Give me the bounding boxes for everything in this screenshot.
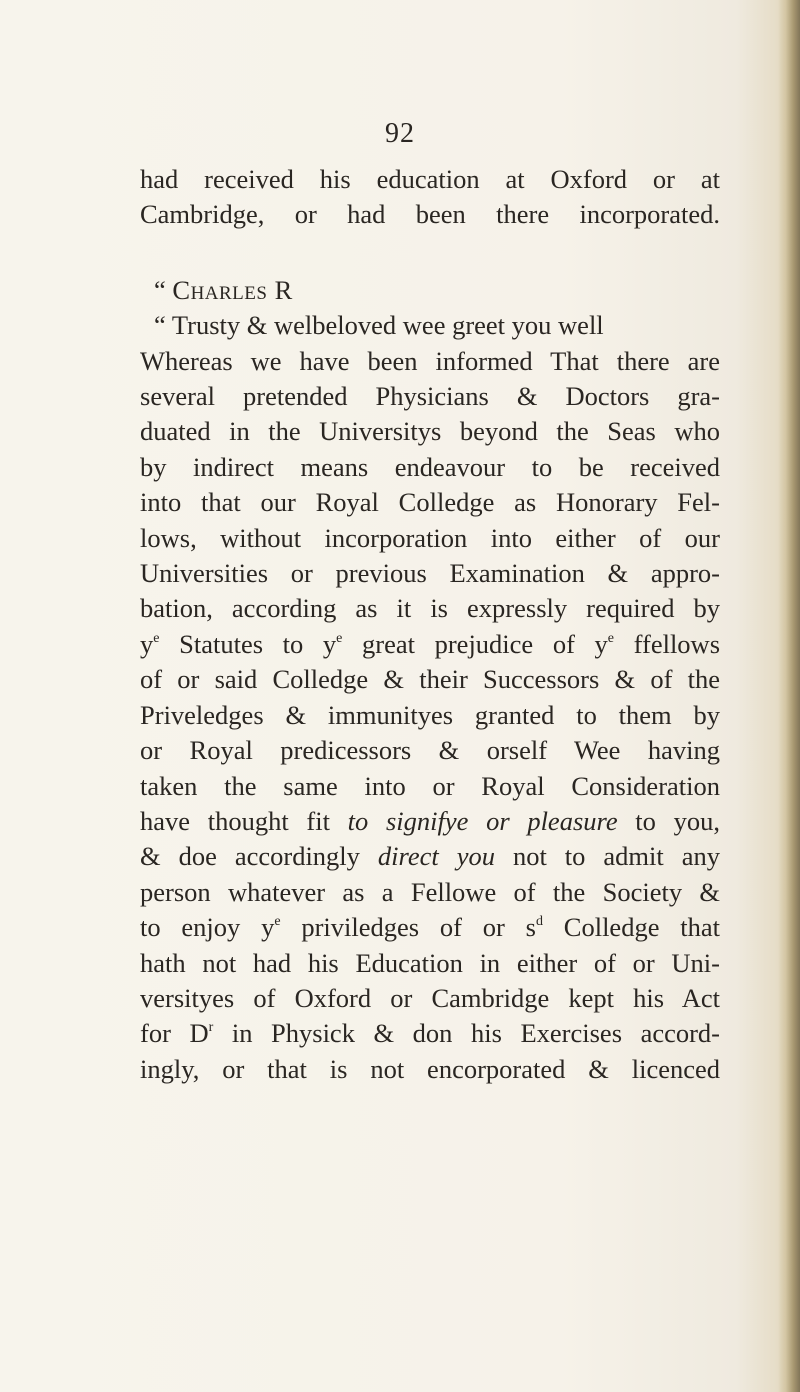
text-segment: Colledge that bbox=[542, 912, 720, 943]
text-line bbox=[140, 733, 720, 768]
text-segment: hath not had his Education in either of or Uni- bbox=[140, 947, 720, 978]
text-line bbox=[140, 344, 720, 379]
text-segment: to enjoy y bbox=[140, 912, 275, 943]
text-line bbox=[140, 450, 720, 485]
text-segment: not to admit any bbox=[494, 841, 720, 872]
text-line bbox=[140, 556, 720, 591]
text-segment: Whereas we have been informed That there are bbox=[140, 345, 720, 376]
text-line bbox=[140, 273, 720, 308]
text-segment: into that our Royal Colledge as Honorary Fel- bbox=[140, 487, 720, 518]
superscript: e bbox=[607, 630, 615, 646]
text-line bbox=[140, 804, 720, 839]
text-line bbox=[140, 591, 720, 626]
text-segment: in Physick & don his Exercises accord- bbox=[213, 1018, 721, 1049]
italic-text: to signifye or pleasure bbox=[347, 805, 618, 836]
text-segment: ffellows bbox=[614, 628, 721, 659]
text-line bbox=[140, 197, 720, 232]
text-segment: ingly, or that is not encorporated & licenced bbox=[140, 1053, 720, 1084]
text-segment: lows, without incorporation into either of our bbox=[140, 522, 720, 553]
text-segment: duated in the Universitys beyond the Seas who bbox=[140, 416, 720, 447]
text-line bbox=[140, 627, 720, 662]
text-line bbox=[140, 521, 720, 556]
text-line bbox=[140, 162, 720, 197]
text-segment: had received his education at Oxford or at bbox=[140, 164, 720, 194]
text-segment: y bbox=[140, 628, 154, 659]
text-segment: “ Trusty & welbeloved wee greet you well bbox=[154, 310, 604, 341]
text-line bbox=[140, 414, 720, 449]
text-segment: or Royal predicessors & orself Wee having bbox=[140, 735, 720, 766]
text-line bbox=[140, 946, 720, 981]
text-segment: Universities or previous Examination & appro- bbox=[140, 558, 720, 589]
page-number: 92 bbox=[385, 118, 415, 149]
text-segment: by indirect means endeavour to be received bbox=[140, 451, 720, 482]
text-line bbox=[140, 379, 720, 414]
text-line bbox=[140, 875, 720, 910]
text-line bbox=[140, 662, 720, 697]
text-line bbox=[140, 1016, 720, 1051]
text-segment: taken the same into or Royal Consideration bbox=[140, 770, 720, 801]
text-line bbox=[140, 769, 720, 804]
text-line bbox=[140, 1052, 720, 1087]
text-segment: bation, according as it is expressly required by bbox=[140, 593, 720, 624]
text-segment: Priveledges & immunityes granted to them by bbox=[140, 699, 720, 730]
text-line bbox=[140, 981, 720, 1016]
text-segment: several pretended Physicians & Doctors gra- bbox=[140, 381, 720, 412]
body-text bbox=[140, 162, 720, 1087]
superscript: e bbox=[153, 630, 160, 646]
text-line bbox=[140, 698, 720, 733]
text-segment: have thought fit bbox=[140, 805, 348, 836]
superscript: e bbox=[336, 630, 343, 646]
text-segment: versityes of Oxford or Cambridge kept his Act bbox=[140, 982, 720, 1013]
text-segment: Charles R bbox=[172, 274, 293, 305]
text-segment: great prejudice of y bbox=[342, 628, 608, 659]
italic-text: direct you bbox=[377, 841, 495, 872]
text-segment: priviledges of or s bbox=[280, 912, 536, 943]
superscript: e bbox=[274, 914, 281, 930]
paragraph-gap bbox=[140, 233, 720, 273]
text-segment: of or said Colledge & their Successors & of the bbox=[140, 664, 720, 695]
text-line bbox=[140, 839, 720, 874]
superscript: d bbox=[535, 914, 543, 930]
text-line bbox=[140, 910, 720, 945]
text-line bbox=[140, 485, 720, 520]
text-line bbox=[140, 308, 720, 343]
text-segment: for D bbox=[140, 1018, 209, 1049]
text-segment: Statutes to y bbox=[159, 628, 337, 659]
text-segment: & doe accordingly bbox=[140, 841, 378, 872]
text-segment: person whatever as a Fellowe of the Society & bbox=[140, 876, 720, 907]
page-edge-shadow bbox=[778, 0, 800, 1392]
text-segment: to you, bbox=[617, 805, 720, 836]
superscript: r bbox=[208, 1020, 214, 1036]
text-segment: “ bbox=[154, 274, 173, 305]
text-segment: Cambridge, or had been there incorporated. bbox=[140, 199, 720, 230]
